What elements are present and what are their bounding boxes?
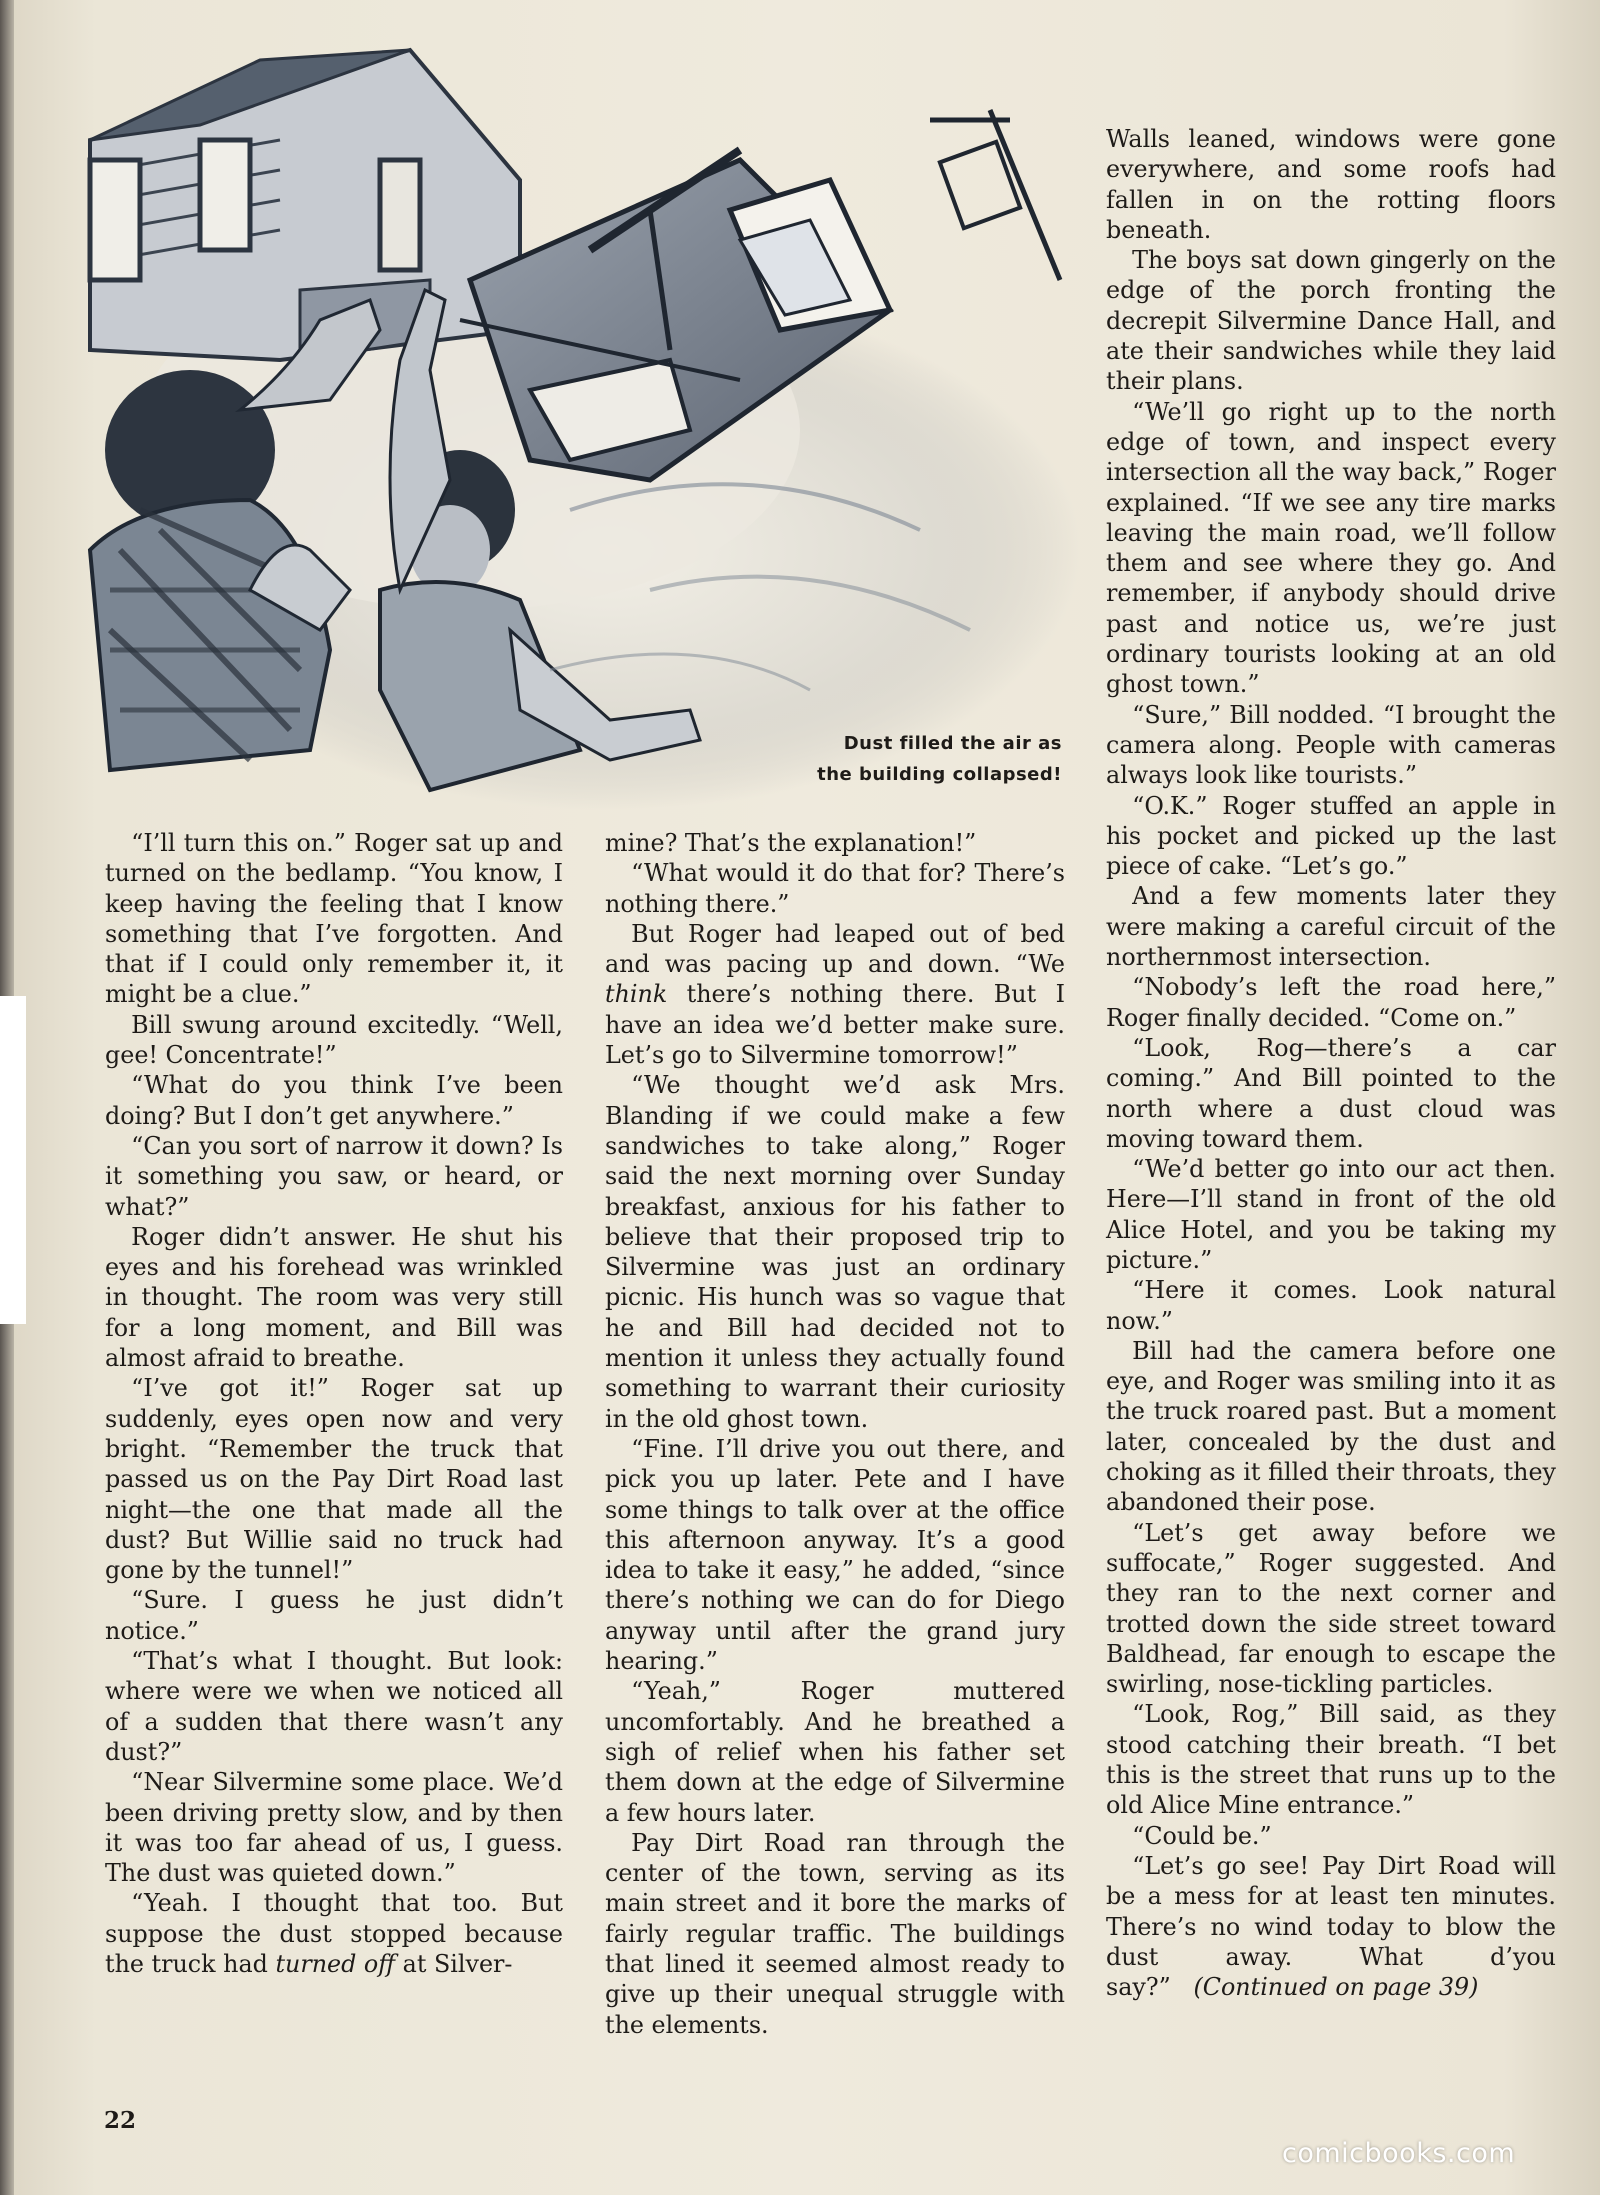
paragraph: [605, 919, 1065, 1070]
paragraph: “Sure. I guess he just didn’t notice.”: [105, 1586, 563, 1645]
paragraph: “Look, Rog—there’s a car coming.” And Bill pointed to the north where a dust cloud was moving toward them.: [1106, 1033, 1556, 1153]
paragraph: “Yeah,” Roger muttered uncomfortably. And he breathed a sigh of relief when his father set them down at the edge of Silvermine a few hours later.: [605, 1677, 1065, 1827]
page-edge-tab: [0, 996, 26, 1324]
paragraph: The boys sat down gingerly on the edge of the porch fronting the decrepit Silvermine Dance Hall, and ate their sandwiches while they laid their plans.: [1106, 246, 1556, 396]
paragraph-text: But Roger had leaped out of bed and was pacing up and down. “We: [605, 919, 1065, 979]
paragraph-text: there’s nothing there. But I have an idea we’d better make sure. Let’s go to Silvermine tomorrow!”: [605, 980, 1065, 1070]
italic-text: think: [605, 980, 668, 1009]
paragraph: And a few moments later they were making a careful circuit of the northernmost intersection.: [1106, 882, 1556, 972]
paragraph-text: at Silver-: [395, 1949, 513, 1978]
paragraph-text: “Let’s go see! Pay Dirt Road will be a mess for at least ten minutes. There’s no wind today to blow the dust away. What d’you say?”: [1106, 1851, 1556, 2002]
text-column-1: [105, 828, 563, 1979]
paragraph: “Fine. I’ll drive you out there, and pick you up later. Pete and I have some things to talk over at the office this afternoon anyway. It’s a good idea to take it easy,” he added, “since there’s nothing we can do for Diego anyway until after the grand jury hearing.”: [605, 1434, 1065, 1676]
paragraph-continuation: mine? That’s the explanation!”: [605, 829, 977, 857]
paragraph: “I’ve got it!” Roger sat up suddenly, eyes open now and very bright. “Remember the truck that passed us on the Pay Dirt Road last night—the one that made all the dust? But Willie said no truck had gone by the tunnel!”: [105, 1374, 563, 1585]
paragraph: Pay Dirt Road ran through the center of the town, serving as its main street and it bore the marks of fairly regular traffic. The buildings that lined it seemed almost ready to give up their unequal struggle with the elements.: [605, 1828, 1065, 2039]
paragraph: “We’d better go into our act then. Here—I’ll stand in front of the old Alice Hotel, and you be taking my picture.”: [1106, 1155, 1556, 1274]
illustration-caption: [780, 728, 1062, 790]
paragraph: “What do you think I’ve been doing? But I don’t get anywhere.”: [105, 1071, 563, 1130]
caption-line-2: the building collapsed!: [817, 764, 1062, 785]
caption-line-1: Dust filled the air as: [843, 733, 1062, 754]
paragraph: “O.K.” Roger stuffed an apple in his pocket and picked up the last piece of cake. “Let’s go.”: [1106, 791, 1556, 881]
text-column-3: [1106, 124, 1556, 2002]
paragraph: Bill had the camera before one eye, and Roger was smiling into it as the truck roared past. But a moment later, concealed by the dust and choking as it filled their throats, they abandoned their pose.: [1106, 1336, 1556, 1517]
paragraph: “Could be.”: [1132, 1821, 1272, 1850]
paragraph: “I’ll turn this on.” Roger sat up and turned on the bedlamp. “You know, I keep having the feeling that I know something that I’ve forgotten. And that if I could only remember it, it might be a clue.”: [105, 829, 563, 1009]
continued-note: (Continued on page 39): [1193, 1973, 1479, 2002]
paragraph: “Let’s get away before we suffocate,” Roger suggested. And they ran to the next corner and trotted down the side street toward Baldhead, far enough to escape the swirling, nose-tickling particles.: [1106, 1518, 1556, 1699]
paragraph: “Nobody’s left the road here,” Roger finally decided. “Come on.”: [1106, 973, 1556, 1032]
paragraph: “Near Silvermine some place. We’d been driving pretty slow, and by then it was too far ahead of us, I guess. The dust was quieted down.”: [105, 1768, 563, 1888]
paragraph: “We thought we’d ask Mrs. Blanding if we could make a few sandwiches to take along,” Roger said the next morning over Sunday breakfast, anxious for his father to believe that their proposed trip to Silvermine was just an ordinary picnic. His hunch was so vague that he and Bill had decided not to mention it unless they actually found something to warrant their curiosity in the old ghost town.: [605, 1071, 1065, 1433]
paragraph: “That’s what I thought. But look: where were we when we noticed all of a sudden that there wasn’t any dust?”: [105, 1647, 563, 1766]
paragraph: [105, 1888, 563, 1979]
watermark: comicbooks.com: [1282, 2138, 1516, 2169]
paragraph: “What would it do that for? There’s nothing there.”: [605, 859, 1065, 918]
paragraph: “Here it comes. Look natural now.”: [1106, 1276, 1556, 1335]
paragraph-continuation: Walls leaned, windows were gone everywhere, and some roofs had fallen in on the rotting floors beneath.: [1106, 125, 1556, 244]
page-number: 22: [104, 2107, 137, 2134]
paragraph: Bill swung around excitedly. “Well, gee! Concentrate!”: [105, 1010, 563, 1070]
text-column-2: [605, 828, 1065, 2040]
paragraph: “We’ll go right up to the north edge of town, and inspect every intersection all the way back,” Roger explained. “If we see any tire marks leaving the main road, we’ll follow them and see where they go. And remember, if anybody should drive past and notice us, we’re just ordinary tourists looking at an old ghost town.”: [1106, 397, 1556, 699]
paragraph: “Look, Rog,” Bill said, as they stood catching their breath. “I bet this is the street that runs up to the old Alice Mine entrance.”: [1106, 1700, 1556, 1820]
paragraph: “Can you sort of narrow it down? Is it something you saw, or heard, or what?”: [105, 1131, 563, 1221]
paragraph: [1106, 1851, 1556, 2002]
italic-text: turned off: [275, 1949, 396, 1978]
paragraph-text: “Yeah. I thought that too. But suppose the dust stopped because the truck had: [105, 1889, 563, 1978]
illustration-collapsing-building: [50, 30, 1090, 820]
paragraph: “Sure,” Bill nodded. “I brought the camera along. People with cameras always look like tourists.”: [1106, 700, 1556, 790]
paragraph: Roger didn’t answer. He shut his eyes and his forehead was wrinkled in thought. The room was very still for a long moment, and Bill was almost afraid to breathe.: [105, 1222, 563, 1373]
